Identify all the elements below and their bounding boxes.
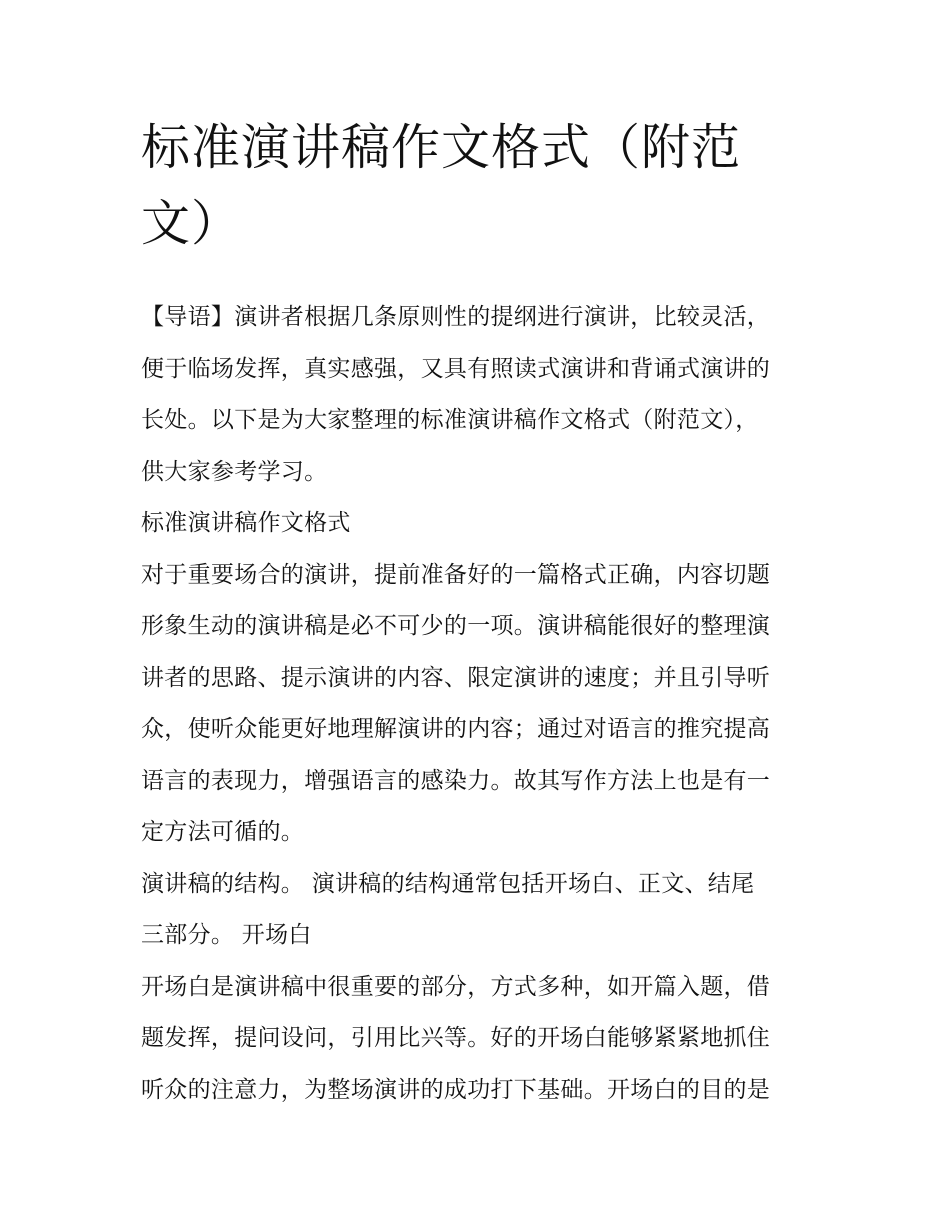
text-line: 便于临场发挥，真实感强，又具有照读式演讲和背诵式演讲的 (141, 355, 771, 382)
text-line: 讲者的思路、提示演讲的内容、限定演讲的速度；并且引导听 (141, 664, 771, 691)
text-line: 定方法可循的。 (141, 819, 305, 845)
text-line: 长处。以下是为大家整理的标准演讲稿作文格式（附范文）， (141, 407, 759, 433)
section-heading (141, 498, 813, 550)
text-line: 三部分。 开场白 (141, 922, 312, 948)
text-line: 题发挥，提问设问，引用比兴等。好的开场白能够紧紧地抓住 (141, 1025, 771, 1051)
text-line: 形象生动的演讲稿是必不可少的一项。演讲稿能很好的整理演 (141, 613, 771, 639)
text-line: 开场白是演讲稿中很重要的部分，方式多种，如开篇入题，借 (141, 973, 771, 1000)
text-line: 供大家参考学习。 (141, 458, 328, 485)
text-line: 对于重要场合的演讲，提前准备好的一篇格式正确，内容切题 (141, 561, 771, 588)
body-paragraph (141, 550, 813, 859)
structure-paragraph (141, 859, 813, 962)
document-page (141, 110, 813, 1116)
intro-paragraph (141, 292, 813, 498)
title-line: 文） (141, 195, 242, 252)
text-line: 演讲稿的结构。 演讲稿的结构通常包括开场白、正文、结尾 (141, 870, 755, 897)
opening-paragraph (141, 962, 813, 1117)
text-line: 标准演讲稿作文格式 (141, 510, 351, 536)
title-line: 标准演讲稿作文格式（附范 (141, 119, 742, 176)
text-line: 语言的表现力，增强语言的感染力。故其写作方法上也是有一 (141, 767, 771, 794)
spacer (141, 262, 813, 292)
text-line: 【导语】演讲者根据几条原则性的提纲进行演讲，比较灵活， (141, 304, 771, 330)
document-title (141, 110, 741, 262)
text-line: 众，使听众能更好地理解演讲的内容；通过对语言的推究提高 (141, 716, 771, 742)
text-line: 听众的注意力，为整场演讲的成功打下基础。开场白的目的是 (141, 1076, 771, 1103)
